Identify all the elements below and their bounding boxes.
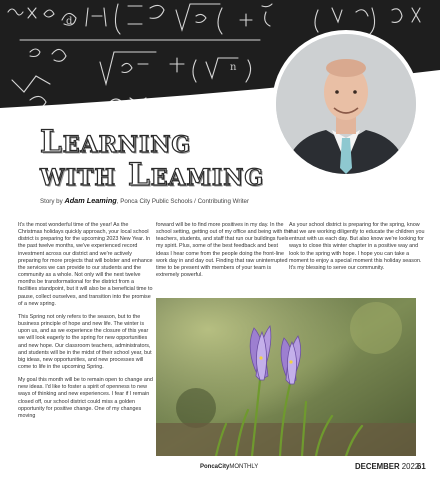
author-affiliation: , Ponca City Public Schools / Contributing Writer [116,198,250,205]
paragraph: This Spring not only refers to the season, but to the business principle of hope and new life. The winter is upon us, and as we experience the closure of this year we will look eagerly to the spring for new opportunities and new hope. Our classroom teachers, administrators, and students will be in the midst of their school year, but big ideas, new opportunities, and new processes will come to life in the upcoming Spring. [18,313,152,370]
issue-month: DECEMBER [355,462,400,471]
byline [40,196,249,205]
chalk-formula-1: d [66,16,73,27]
brand-bold: PoncaCity [200,464,230,470]
author-portrait-photo [276,34,416,174]
article-title [40,126,264,192]
article-column-2 [156,222,292,285]
magazine-brand [200,464,258,470]
paragraph: My goal this month will be to remain open to change and new ideas. I'd like to foster a spirit of openness to new ways of thinking and new experiences. I fear if I remain closed off, our school district could miss a golden opportunity for positive change. One of my changes moving [18,377,153,419]
crocus-flower-photo [156,298,416,456]
flower-illustration [156,298,416,456]
author-portrait-frame [272,30,420,178]
article-column-3 [289,222,425,278]
portrait-illustration [276,34,416,174]
byline-prefix: Story by [40,198,63,205]
page-footer [0,462,440,476]
brand-rest: MONTHLY [229,464,259,470]
issue-date [355,462,419,471]
article-title-line-1: Learning [40,124,192,160]
page-number: 61 [417,462,426,471]
article-column-1 [18,222,154,426]
issue-year: 2022 [401,462,420,471]
article-title-line-2: with Leaming [40,157,265,193]
paragraph: As your school district is preparing for the spring, know that we are working diligently to educate the children you entrust with us each day. But also know we're looking for ways to close this winter chapter in a positive way and look to the spring with hope. I hope you can take a moment to enjoy a special moment this holiday season. It's my blessing to serve our community. [289,222,425,271]
paragraph: It's the most wonderful time of the year! As the Christmas holidays quickly approach, your local school district is preparing for the upcoming 2023 New Year. In the past twelve months, we've experienced record investment across our district and we're actively preparing for more projects that will bolster and enhance the services we can provide to our students and the community as a whole. Not only will the next twelve months be transformational for the district from a facilities standpoint, but it will also be a beneficial time to pause, collect ourselves, and transition into the promise of a new spring. [18,222,153,307]
chalk-formula-2: n [230,62,237,73]
author-name: Adam Leaming [64,196,117,205]
paragraph: forward will be to find more positives in my day. In the school setting, getting out of my office and being with the teachers, students, and staff that run our buildings fuels my spirit. Plus, some of the best feedback and best ideas I hear come from the people doing the front-line work day in and day out. Finding that raw uninterrupted time to be present with members of your team is extremely powerful. [156,222,292,279]
